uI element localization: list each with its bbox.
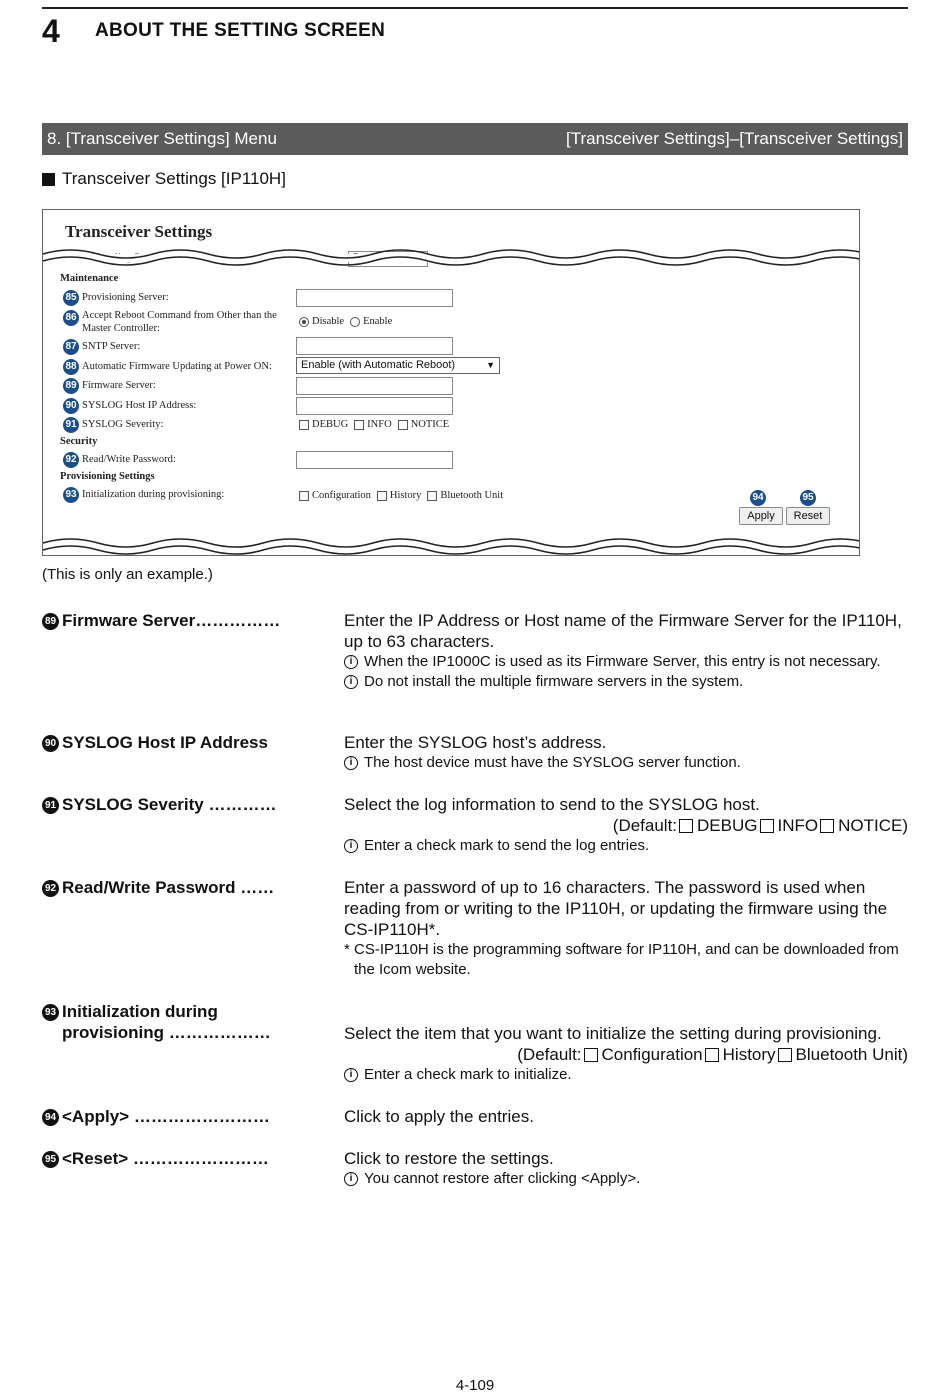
number-badge: 93	[63, 487, 79, 503]
syslog-host-input[interactable]	[296, 397, 453, 415]
number-badge: 91	[42, 797, 59, 814]
disable-radio-label: Disable	[312, 316, 345, 327]
term-label: provisioning	[62, 1023, 164, 1042]
item-description	[344, 1148, 908, 1189]
provisioning-server-input[interactable]	[296, 289, 453, 307]
configuration-label: Configuration	[312, 490, 371, 501]
apply-button[interactable]: Apply	[739, 507, 783, 525]
note	[344, 672, 908, 692]
note-text: You cannot restore after clicking <Apply>.	[364, 1170, 641, 1187]
info-checkbox[interactable]	[354, 420, 364, 430]
subsection-label: Transceiver Settings [IP110H]	[62, 169, 286, 188]
description-text: Enter the IP Address or Host name of the Firmware Server for the IP110H, up to 63 characters.	[344, 611, 902, 651]
auto-firmware-update-value: Enable (with Automatic Reboot)	[301, 359, 456, 371]
item-description	[344, 1106, 908, 1127]
label-syslog-host: SYSLOG Host IP Address:	[82, 400, 197, 411]
leader-dots: ……………	[195, 611, 281, 630]
note-text: The host device must have the SYSLOG server function.	[364, 754, 741, 771]
checkbox-icon	[820, 819, 834, 833]
note-text: Enter a check mark to send the log entries.	[364, 837, 650, 854]
note-text: Do not install the multiple firmware servers in the system.	[364, 673, 744, 690]
section-security: Security	[60, 436, 98, 447]
note-text: When the IP1000C is used as its Firmware Server, this entry is not necessary.	[364, 653, 881, 670]
info-circle-icon: i	[344, 655, 358, 669]
chevron-down-icon: ▼	[486, 360, 495, 370]
default-item: NOTICE)	[838, 816, 908, 835]
default-item: INFO	[777, 816, 819, 835]
enable-radio-label: Enable	[363, 316, 393, 327]
item-description	[344, 877, 908, 980]
debug-checkbox[interactable]	[299, 420, 309, 430]
top-rule	[42, 7, 908, 9]
footnote: * CS-IP110H is the programming software for IP110H, and can be downloaded from the Icom website.	[344, 940, 908, 980]
item-description	[344, 610, 908, 692]
label-auto-firmware-update: Automatic Firmware Updating at Power ON:	[82, 361, 272, 372]
item-term	[42, 877, 292, 898]
note	[344, 1169, 908, 1189]
square-bullet-icon	[42, 173, 55, 186]
term-label: <Reset>	[62, 1149, 129, 1168]
checkbox-icon	[705, 1048, 719, 1062]
number-badge: 90	[63, 398, 79, 414]
accept-reboot-radios	[299, 316, 392, 327]
default-prefix: (Default:	[517, 1045, 582, 1064]
note	[344, 836, 908, 856]
label-accept-reboot: Accept Reboot Command from Other than the Master Controller:	[82, 310, 277, 334]
item-term	[42, 1001, 292, 1043]
item-description	[344, 1023, 908, 1085]
bluetooth-unit-checkbox[interactable]	[427, 491, 437, 501]
description-text: Select the log information to send to the SYSLOG host.	[344, 795, 760, 814]
term-label: Read/Write Password	[62, 878, 236, 897]
number-badge: 85	[63, 290, 79, 306]
settings-screenshot	[42, 209, 860, 556]
number-badge: 94	[42, 1109, 59, 1126]
auto-firmware-update-select[interactable]	[296, 357, 500, 374]
item-term	[42, 732, 292, 753]
default-item: History	[722, 1045, 776, 1064]
number-badge: 95	[800, 490, 816, 506]
firmware-server-input[interactable]	[296, 377, 453, 395]
label-rw-password: Read/Write Password:	[82, 454, 176, 465]
number-badge: 92	[63, 452, 79, 468]
chapter-title: ABOUT THE SETTING SCREEN	[95, 20, 386, 41]
sntp-server-input[interactable]	[296, 337, 453, 355]
number-badge: 90	[42, 735, 59, 752]
bluetooth-unit-label: Bluetooth Unit	[440, 490, 504, 501]
checkbox-icon	[778, 1048, 792, 1062]
label-init-provisioning: Initialization during provisioning:	[82, 489, 225, 500]
term-label: SYSLOG Host IP Address	[62, 733, 268, 752]
default-item: Bluetooth Unit)	[795, 1045, 908, 1064]
default-values	[344, 1044, 908, 1065]
number-badge: 88	[63, 359, 79, 375]
label-sntp-server: SNTP Server:	[82, 341, 141, 352]
checkbox-icon	[584, 1048, 598, 1062]
disable-radio[interactable]	[299, 317, 309, 327]
item-term	[42, 1106, 292, 1127]
term-label: Firmware Server	[62, 611, 196, 630]
item-description	[344, 794, 908, 856]
checkbox-icon	[679, 819, 693, 833]
rw-password-input[interactable]	[296, 451, 453, 469]
info-circle-icon: i	[344, 756, 358, 770]
history-label: History	[389, 490, 422, 501]
section-maintenance: Maintenance	[60, 273, 119, 284]
description-text: Enter a password of up to 16 characters. The password is used when reading from or writing to the IP110H, or updating the firmware using the CS-IP110H*.	[344, 878, 888, 939]
default-item: Configuration	[601, 1045, 703, 1064]
default-prefix: (Default:	[612, 816, 678, 835]
number-badge: 95	[42, 1151, 59, 1168]
default-values	[344, 815, 908, 836]
info-label: INFO	[367, 419, 392, 430]
cut-wave-top	[43, 246, 860, 268]
description-text: Enter the SYSLOG host’s address.	[344, 733, 607, 752]
leader-dots: ……	[240, 878, 275, 897]
leader-dots: ……………………	[132, 1149, 269, 1168]
syslog-severity-checkboxes	[299, 419, 449, 430]
note	[344, 1065, 908, 1085]
page-number: 4-109	[455, 1377, 495, 1394]
section-provisioning: Provisioning Settings	[60, 471, 155, 482]
chapter-number: 4	[42, 13, 60, 49]
number-badge: 91	[63, 417, 79, 433]
cut-wave-bottom	[43, 535, 860, 556]
item-description	[344, 732, 908, 773]
subsection-title	[42, 169, 286, 189]
notice-label: NOTICE	[410, 419, 450, 430]
menu-bar-right: [Transceiver Settings]–[Transceiver Settings]	[566, 129, 903, 148]
configuration-checkbox[interactable]	[299, 491, 309, 501]
note	[344, 753, 908, 773]
menu-bar-left: 8. [Transceiver Settings] Menu	[47, 129, 277, 148]
number-badge: 87	[63, 339, 79, 355]
label-syslog-severity: SYSLOG Severity:	[82, 419, 164, 430]
number-badge: 93	[42, 1004, 59, 1021]
history-checkbox[interactable]	[377, 491, 387, 501]
number-badge: 86	[63, 310, 79, 326]
note-text: Enter a check mark to initialize.	[364, 1066, 572, 1083]
leader-dots: …………	[208, 795, 277, 814]
leader-dots: ………………	[168, 1023, 271, 1042]
number-badge: 92	[42, 880, 59, 897]
leader-dots: ……………………	[133, 1107, 270, 1126]
note	[344, 652, 908, 672]
description-text: Select the item that you want to initialize the setting during provisioning.	[344, 1024, 882, 1043]
info-circle-icon: i	[344, 1172, 358, 1186]
menu-bar	[42, 123, 908, 155]
screenshot-title: Transceiver Settings	[65, 222, 213, 241]
notice-checkbox[interactable]	[398, 420, 408, 430]
checkbox-icon	[760, 819, 774, 833]
label-provisioning-server: Provisioning Server:	[82, 292, 169, 303]
item-term	[42, 610, 292, 631]
description-text: Click to restore the settings.	[344, 1149, 554, 1168]
term-label: SYSLOG Severity	[62, 795, 204, 814]
info-circle-icon: i	[344, 1068, 358, 1082]
description-text: Click to apply the entries.	[344, 1107, 534, 1126]
number-badge: 89	[63, 378, 79, 394]
item-term	[42, 1148, 292, 1169]
debug-label: DEBUG	[312, 419, 349, 430]
enable-radio[interactable]	[350, 317, 360, 327]
init-provisioning-checkboxes	[299, 490, 503, 501]
example-note: (This is only an example.)	[42, 566, 213, 583]
info-circle-icon: i	[344, 675, 358, 689]
term-label: Initialization during	[62, 1002, 218, 1021]
number-badge: 94	[750, 490, 766, 506]
info-circle-icon: i	[344, 839, 358, 853]
item-term	[42, 794, 292, 815]
default-item: DEBUG	[697, 816, 758, 835]
label-firmware-server: Firmware Server:	[82, 380, 156, 391]
term-label: <Apply>	[62, 1107, 130, 1126]
reset-button[interactable]: Reset	[786, 507, 830, 525]
number-badge: 89	[42, 613, 59, 630]
